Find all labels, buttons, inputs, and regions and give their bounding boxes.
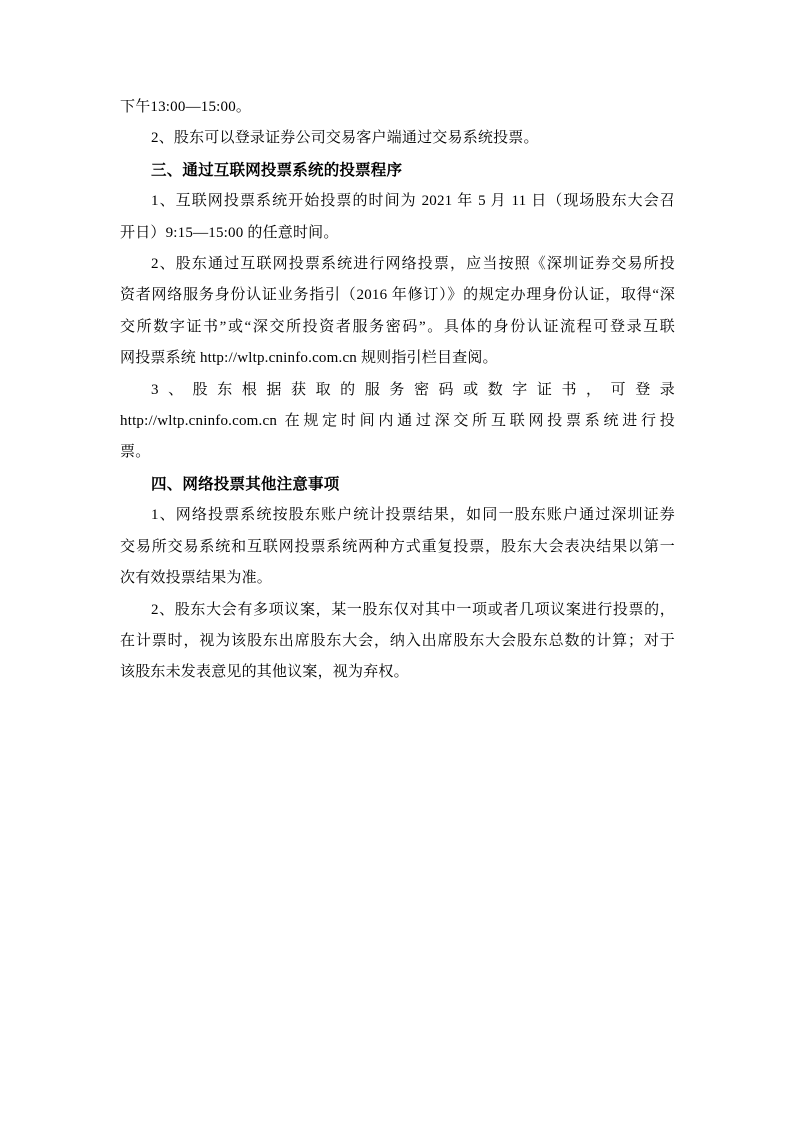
text-line: 2、股东通过互联网投票系统进行网络投票，应当按照《深圳证券交易所投 — [151, 256, 675, 273]
text-line: 2、股东大会有多项议案，某一股东仅对其中一项或者几项议案进行投票的， — [151, 601, 675, 618]
text-line: 资者网络服务身份认证业务指引（2016 年修订）》的规定办理身份认证，取得“深 — [120, 287, 675, 304]
text-line: 交所数字证书”或“深交所投资者服务密码”。具体的身份认证流程可登录互联 — [120, 318, 675, 335]
text-line: 1、互联网投票系统开始投票的时间为 2021 年 5 月 11 日（现场股东大会召 — [151, 193, 675, 210]
text-line: 2、股东可以登录证券公司交易客户端通过交易系统投票。 — [151, 130, 539, 147]
section-heading-4: 四、网络投票其他注意事项 — [151, 475, 340, 493]
text-line: 在计票时，视为该股东出席股东大会，纳入出席股东大会股东总数的计算；对于 — [120, 632, 675, 649]
text-line: http://wltp.cninfo.com.cn 在规定时间内通过深交所互联网投票系统进行投 — [120, 413, 675, 430]
text-line: 1、网络投票系统按股东账户统计投票结果，如同一股东账户通过深圳证券 — [151, 507, 675, 524]
text-line: 交易所交易系统和互联网投票系统两种方式重复投票，股东大会表决结果以第一 — [120, 538, 675, 555]
text-line: 开日）9:15—15:00 的任意时间。 — [120, 224, 339, 241]
text-line: 票。 — [120, 444, 151, 461]
text-line: 网投票系统 http://wltp.cninfo.com.cn 规则指引栏目查阅。 — [120, 350, 498, 367]
section-heading-3: 三、通过互联网投票系统的投票程序 — [151, 161, 403, 179]
text-line: 下午13:00—15:00。 — [120, 99, 252, 115]
text-line: 次有效投票结果为准。 — [120, 570, 273, 587]
text-line: 3、股东根据获取的服务密码或数字证书，可登录 — [151, 381, 675, 398]
document-body — [120, 92, 675, 689]
text-line: 该股东未发表意见的其他议案，视为弃权。 — [120, 664, 409, 681]
